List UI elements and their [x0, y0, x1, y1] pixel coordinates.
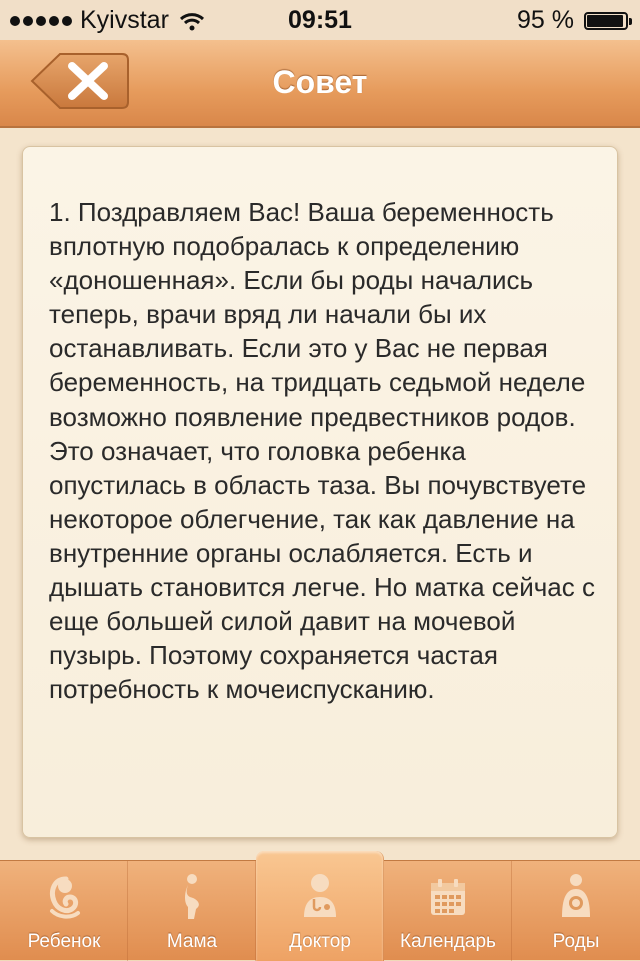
tab-calendar-label: Календарь: [400, 931, 496, 952]
pregnant-woman-icon: [172, 873, 212, 921]
navigation-bar: [0, 40, 640, 128]
tab-child[interactable]: [0, 861, 128, 961]
status-time: 09:51: [288, 6, 352, 34]
tab-doctor-label: Доктор: [289, 931, 351, 952]
tab-mom-label: Мама: [166, 931, 218, 952]
tab-calendar[interactable]: [384, 861, 512, 961]
battery-percent: 95 %: [517, 6, 574, 34]
tab-child-label: Ребенок: [27, 931, 101, 952]
content-area: [0, 128, 640, 860]
tab-birth-label: Роды: [552, 931, 600, 952]
advice-text: 1. Поздравляем Вас! Ваша беременность вплотную подобралась к определению «доношенная». Если бы роды начались теперь, врачи вряд ли начали бы их останавливать. Если это у Вас не первая беременность, на тридцать седьмой неделе возможно появление предвестников родов. Это означает, что головка ребенка опустилась в область таза. Вы почувствуете некоторое облегчение, так как давление на внутренние органы ослабляется. Есть и дышать становится легче. Но матка сейчас с еще большей силой давит на мочевой пузырь. Поэтому сохраняется частая потребность к мочеиспусканию.: [49, 197, 595, 705]
tab-birth[interactable]: [512, 861, 640, 961]
advice-card: [22, 146, 618, 838]
status-right: [517, 6, 628, 35]
tab-bar: [0, 860, 640, 960]
tab-mom[interactable]: [128, 861, 256, 961]
fetus-icon: [44, 873, 84, 921]
calendar-icon: [428, 873, 468, 921]
tab-doctor[interactable]: [256, 851, 384, 961]
page-title: Совет: [272, 64, 368, 100]
battery-icon: [584, 12, 628, 30]
carrier-name: Kyivstar: [80, 6, 169, 34]
status-bar: [0, 0, 640, 40]
mother-baby-icon: [556, 873, 596, 921]
doctor-icon: [300, 873, 340, 921]
battery-fill: [587, 15, 623, 27]
